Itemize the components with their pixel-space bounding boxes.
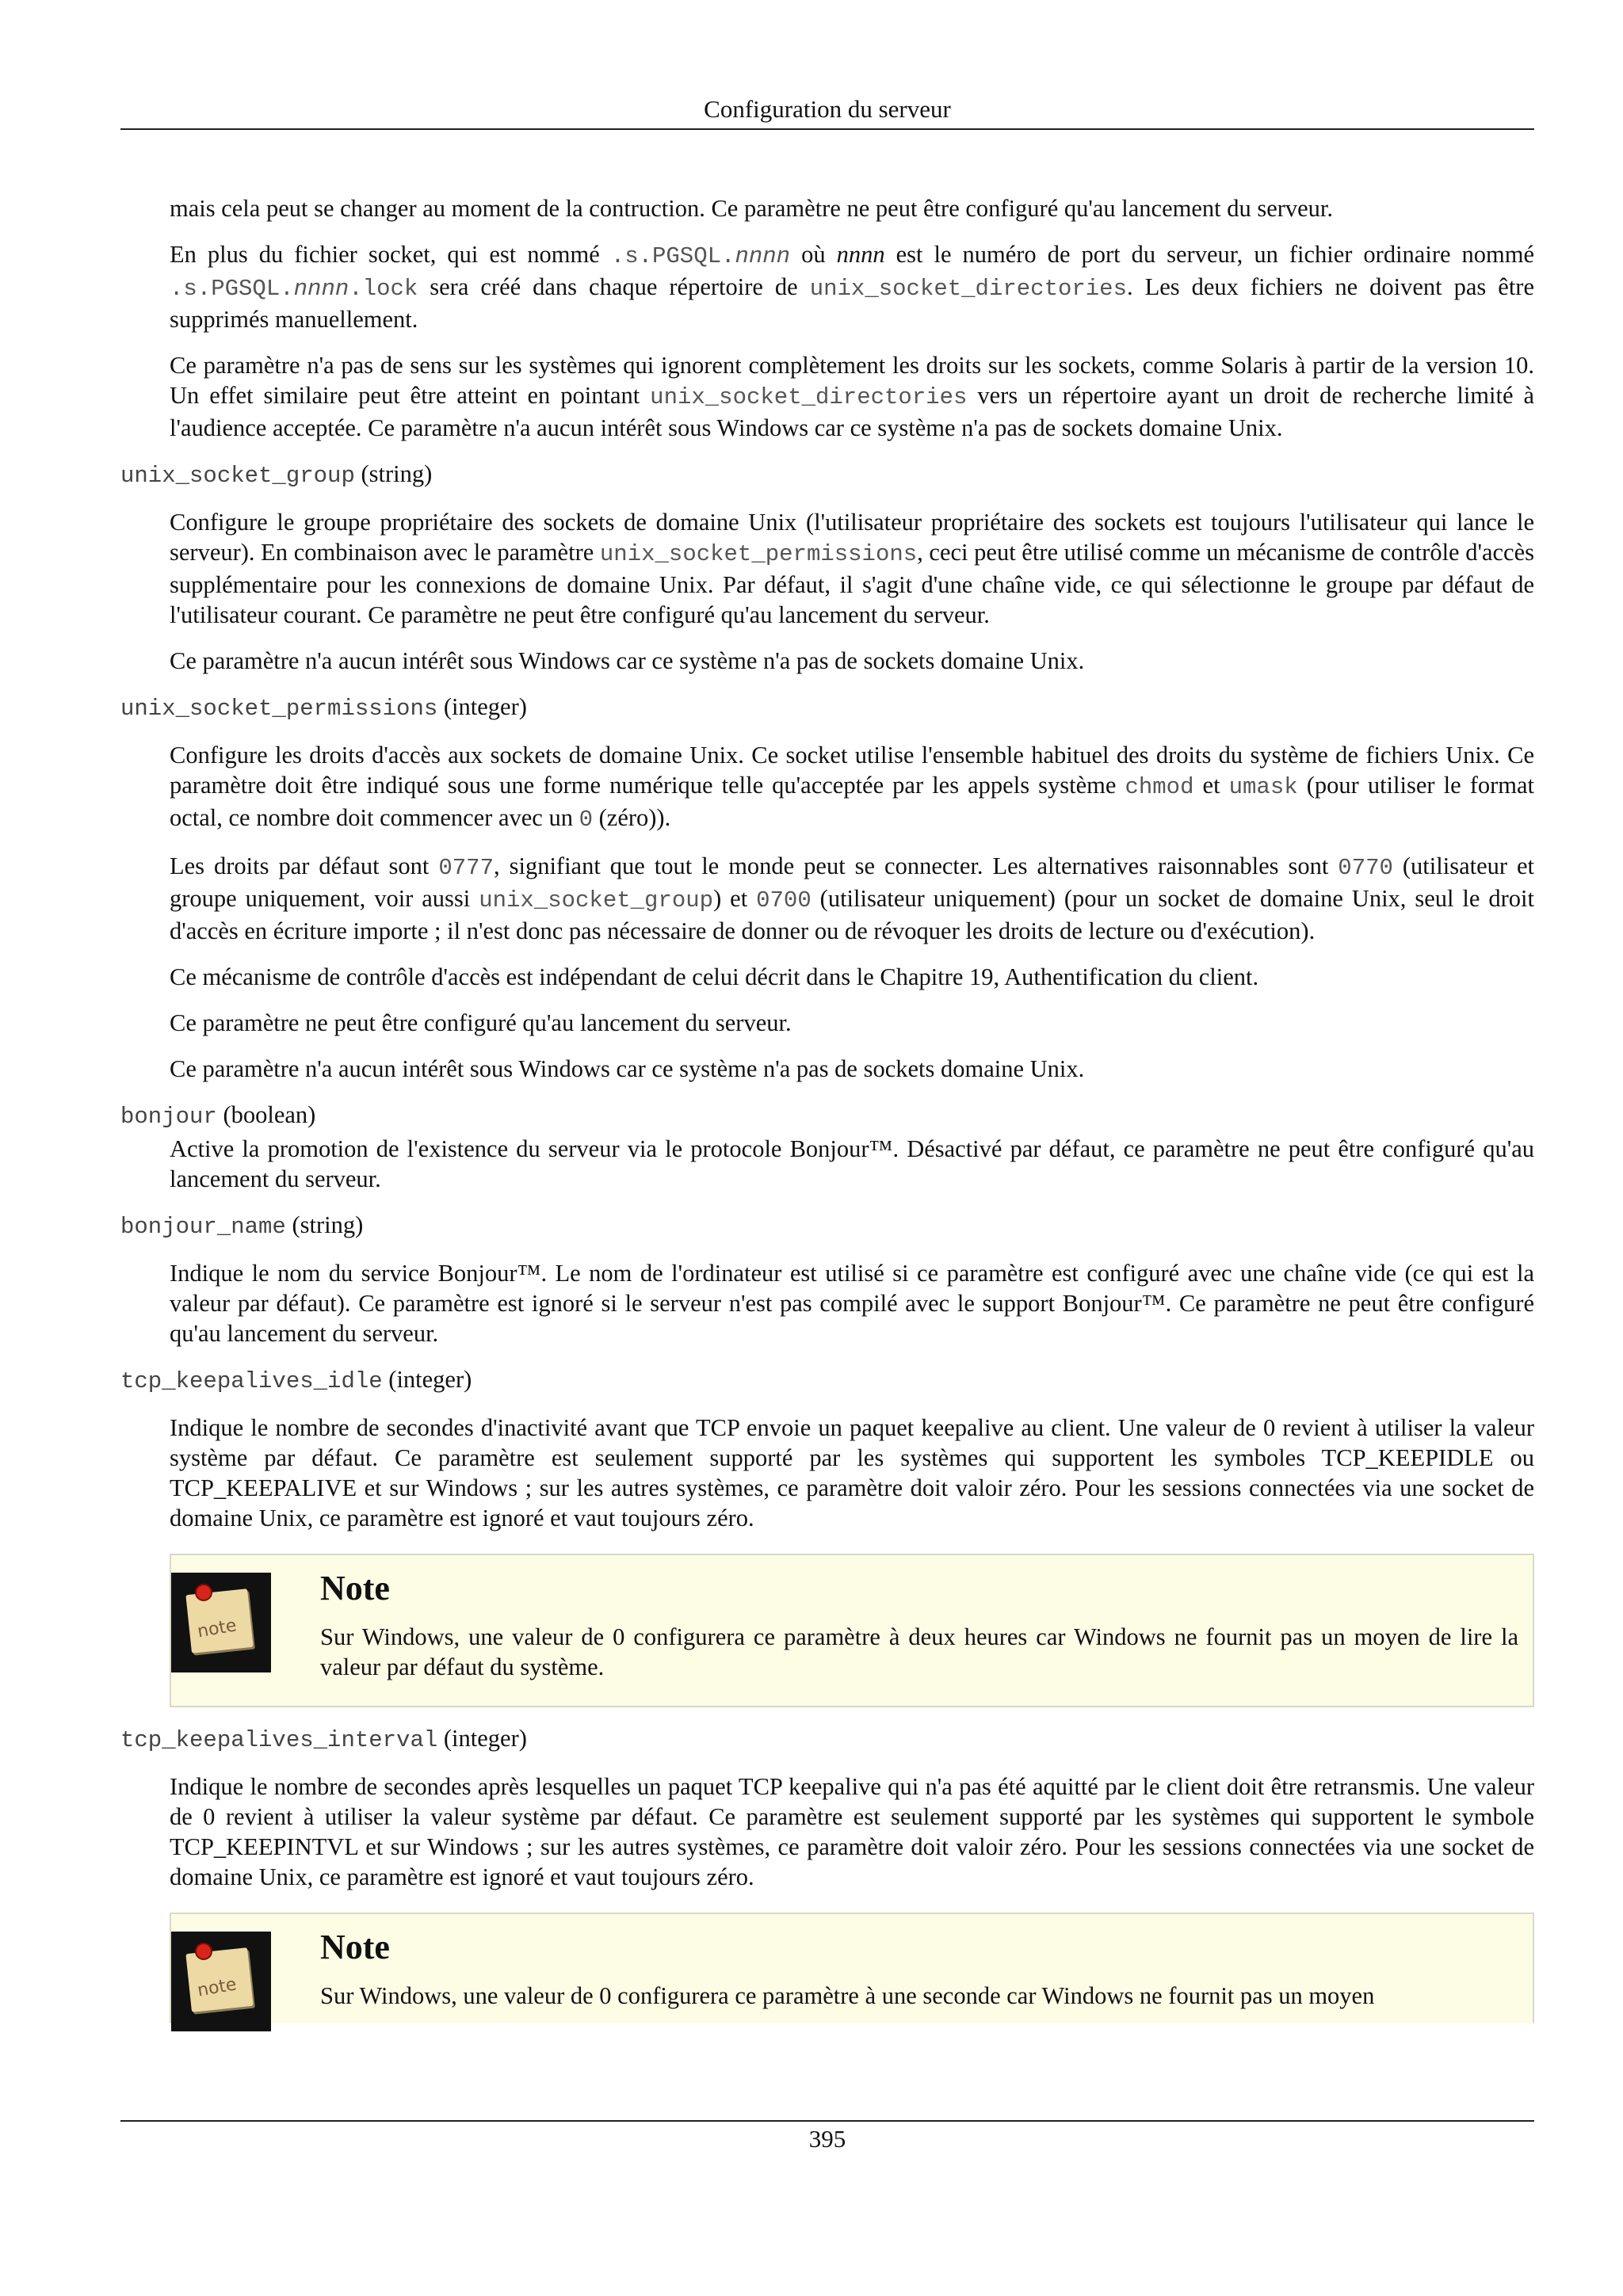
- parameter-term: [120, 1100, 1534, 1132]
- paragraph: Indique le nombre de secondes après lesquelles un paquet TCP keepalive qui n'a pas été aquitté par le client doit être retransmis. Une valeur de 0 revient à utiliser la valeur système par défaut. Ce paramètre est seulement supporté par les systèmes qui supportent le symbole TCP_KEEPINTVL et sur Windows ; sur les autres systèmes, ce paramètre doit valoir zéro. Pour les sessions connectées via une socket de domaine Unix, ce paramètre est ignoré et vaut toujours zéro.: [170, 1773, 1534, 1890]
- inline-code-italic: nnnn: [735, 243, 791, 269]
- inline-code: .s.PGSQL.: [170, 276, 294, 302]
- parameter-term: [120, 692, 1534, 724]
- note-title: Note: [320, 1569, 390, 1608]
- paragraph: Indique le nombre de secondes d'inactivité avant que TCP envoie un paquet keepalive au client. Une valeur de 0 revient à utiliser la valeur système par défaut. Ce paramètre est seulement supporté par les systèmes qui supportent les symboles TCP_KEEPIDLE ou TCP_KEEPALIVE et sur Windows ; sur les autres systèmes, ce paramètre doit valoir zéro. Pour les sessions connectées via une socket de domaine Unix, ce paramètre est ignoré et vaut toujours zéro.: [170, 1414, 1534, 1531]
- inline-code: unix_socket_permissions: [599, 541, 918, 567]
- paragraph: Ce mécanisme de contrôle d'accès est indépendant de celui décrit dans le Chapitre 19, Authentification du client.: [170, 963, 1259, 990]
- inline-code: umask: [1228, 774, 1298, 800]
- note-title: Note: [320, 1928, 390, 1966]
- parameter-type: (integer): [382, 1366, 472, 1393]
- inline-code: 0: [579, 807, 593, 833]
- paragraph: Configure le groupe propriétaire des sockets de domaine Unix (l'utilisateur propriétaire des sockets est toujours l'utilisateur qui lance le serveur). En combinaison avec le paramètre unix_socket_permissions, ceci peut être utilisé comme un mécanisme de contrôle d'accès supplémentaire pour les connexions de domaine Unix. Par défaut, il s'agit d'une chaîne vide, ce qui sélectionne le groupe par défaut de l'utilisateur courant. Ce paramètre ne peut être configuré qu'au lancement du serveur.: [170, 509, 1534, 628]
- parameter-term: [120, 1723, 1534, 1756]
- note-box: [170, 1554, 1534, 1707]
- parameter-term: [120, 459, 1534, 491]
- paragraph: Ce paramètre ne peut être configuré qu'au lancement du serveur.: [170, 1009, 792, 1036]
- paragraph: Ce paramètre n'a aucun intérêt sous Windows car ce système n'a pas de sockets domaine Unix.: [170, 647, 1085, 674]
- parameter-type: (boolean): [216, 1101, 316, 1128]
- pushpin-icon: [197, 1585, 211, 1600]
- inline-code: chmod: [1125, 774, 1194, 800]
- inline-code: 0770: [1338, 855, 1393, 881]
- paragraph: mais cela peut se changer au moment de la contruction. Ce paramètre ne peut être configuré qu'au lancement du serveur.: [170, 195, 1334, 222]
- inline-code: 0777: [438, 855, 494, 881]
- note-icon-label: note: [196, 1615, 239, 1642]
- parameter-name: bonjour: [120, 1104, 217, 1130]
- paragraph: Indique le nom du service Bonjour™. Le nom de l'ordinateur est utilisé si ce paramètre est configuré avec une chaîne vide (ce qui est la valeur par défaut). Ce paramètre est ignoré si le serveur n'est pas compilé avec le support Bonjour™. Ce paramètre ne peut être configuré qu'au lancement du serveur.: [170, 1260, 1534, 1347]
- inline-code-italic: nnnn: [293, 276, 349, 302]
- paragraph: Active la promotion de l'existence du serveur via le protocole Bonjour™. Désactivé par défaut, ce paramètre ne peut être configuré qu'au lancement du serveur.: [170, 1135, 1534, 1192]
- paragraph: Ce paramètre n'a aucun intérêt sous Windows car ce système n'a pas de sockets domaine Unix.: [170, 1055, 1085, 1082]
- parameter-name: tcp_keepalives_interval: [120, 1727, 438, 1753]
- inline-code: unix_socket_directories: [650, 384, 968, 410]
- header-rule: [120, 128, 1534, 130]
- parameter-type: (integer): [437, 693, 527, 720]
- parameter-name: unix_socket_permissions: [120, 696, 438, 722]
- parameter-type: (integer): [437, 1725, 527, 1752]
- footer-rule: [120, 2120, 1534, 2122]
- paragraph: Configure les droits d'accès aux sockets de domaine Unix. Ce socket utilise l'ensemble habituel des droits du système de fichiers Unix. Ce paramètre doit être indiqué sous une forme numérique telle qu'acceptée par les appels système chmod et umask (pour utiliser le format octal, ce nombre doit commencer avec un 0 (zéro)).: [170, 742, 1534, 833]
- note-text: Sur Windows, une valeur de 0 configurera ce paramètre à une seconde car Windows ne fournit pas un moyen: [320, 1982, 1375, 2009]
- parameter-name: bonjour_name: [120, 1214, 286, 1240]
- parameter-term: [120, 1364, 1534, 1397]
- page-number: 395: [808, 2125, 846, 2153]
- inline-code: unix_socket_group: [479, 887, 714, 913]
- pushpin-icon: [197, 1944, 211, 1958]
- inline-code: .lock: [349, 276, 418, 302]
- page-content: [120, 193, 1534, 2023]
- parameter-type: (string): [285, 1211, 364, 1238]
- note-box: [170, 1913, 1534, 2023]
- note-icon-label: note: [196, 1974, 239, 2001]
- inline-code: unix_socket_directories: [809, 276, 1127, 302]
- parameter-term: [120, 1210, 1534, 1242]
- running-header: Configuration du serveur: [704, 95, 951, 123]
- note-text: Sur Windows, une valeur de 0 configurera ce paramètre à deux heures car Windows ne fournit pas un moyen de lire la valeur par défaut du système.: [320, 1623, 1518, 1680]
- paragraph: Ce paramètre n'a pas de sens sur les systèmes qui ignorent complètement les droits sur les sockets, comme Solaris à partir de la version 10. Un effet similaire peut être atteint en pointant unix_socket_directories vers un répertoire ayant un droit de recherche limité à l'audience acceptée. Ce paramètre n'a aucun intérêt sous Windows car ce système n'a pas de sockets domaine Unix.: [170, 352, 1534, 441]
- inline-code: .s.PGSQL.: [610, 243, 735, 269]
- note-icon: [171, 1932, 271, 2031]
- paragraph: Les droits par défaut sont 0777, signifiant que tout le monde peut se connecter. Les alternatives raisonnables sont 0770 (utilisateur et groupe uniquement, voir aussi unix_socket_group) et 0700 (utilisateur uniquement) (pour un socket de domaine Unix, seul le droit d'accès en écriture importe ; il n'est donc pas nécessaire de donner ou de révoquer les droits de lecture ou d'exécution).: [170, 852, 1535, 944]
- inline-code: 0700: [756, 887, 812, 913]
- parameter-type: (string): [354, 460, 433, 487]
- note-icon: [171, 1573, 271, 1672]
- parameter-name: tcp_keepalives_idle: [120, 1368, 383, 1394]
- paragraph: En plus du fichier socket, qui est nommé .s.PGSQL.nnnn où nnnn est le numéro de port du serveur, un fichier ordinaire nommé .s.PGSQL.nnnn.lock sera créé dans chaque répertoire de unix_socket_directories. Les deux fichiers ne doivent pas être supprimés manuellement.: [170, 241, 1535, 333]
- parameter-name: unix_socket_group: [120, 463, 355, 489]
